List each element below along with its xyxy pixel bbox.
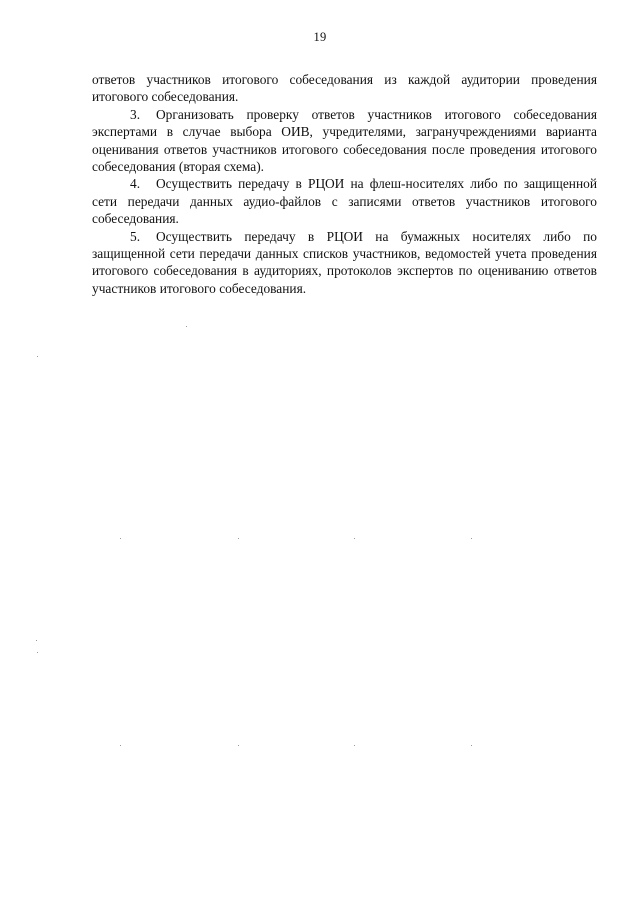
scan-speck — [37, 356, 38, 357]
document-body — [92, 71, 597, 297]
scan-speck — [36, 640, 37, 641]
paragraph-text: Организовать проверку ответов участников итогового собеседования экспертами в случае выбора ОИВ, учредителями, загранучреждениями варианта оценивания ответов участников итогового собеседования после проведения итогового собеседования (вторая схема). — [92, 106, 597, 175]
scan-speck — [238, 538, 239, 539]
item-number: 3. — [130, 106, 141, 122]
scan-speck — [471, 745, 472, 746]
scan-speck — [37, 652, 38, 653]
paragraph-continuation — [92, 71, 597, 106]
page-number: 19 — [313, 30, 327, 44]
paragraph-item-5 — [92, 228, 597, 298]
scan-speck — [471, 538, 472, 539]
paragraph-item-3 — [92, 106, 597, 176]
scan-speck — [120, 745, 121, 746]
item-number: 5. — [130, 228, 141, 244]
scan-speck — [186, 326, 187, 327]
paragraph-item-4 — [92, 175, 597, 227]
scan-speck — [354, 745, 355, 746]
scan-speck — [354, 538, 355, 539]
scan-speck — [238, 745, 239, 746]
paragraph-text: Осуществить передачу в РЦОИ на флеш-носителях либо по защищенной сети передачи данных аудио-файлов с записями ответов участников итогового собеседования. — [92, 176, 597, 227]
scan-speck — [120, 538, 121, 539]
item-number: 4. — [130, 176, 141, 192]
paragraph-text: Осуществить передачу в РЦОИ на бумажных носителях либо по защищенной сети передачи данных списков участников, ведомостей учета проведения итогового собеседования в аудиториях, протоколов экспертов по оцениванию ответов участников итогового собеседования. — [92, 228, 597, 296]
paragraph-text: ответов участников итогового собеседования из каждой аудитории проведения итогового собеседования. — [92, 72, 597, 105]
